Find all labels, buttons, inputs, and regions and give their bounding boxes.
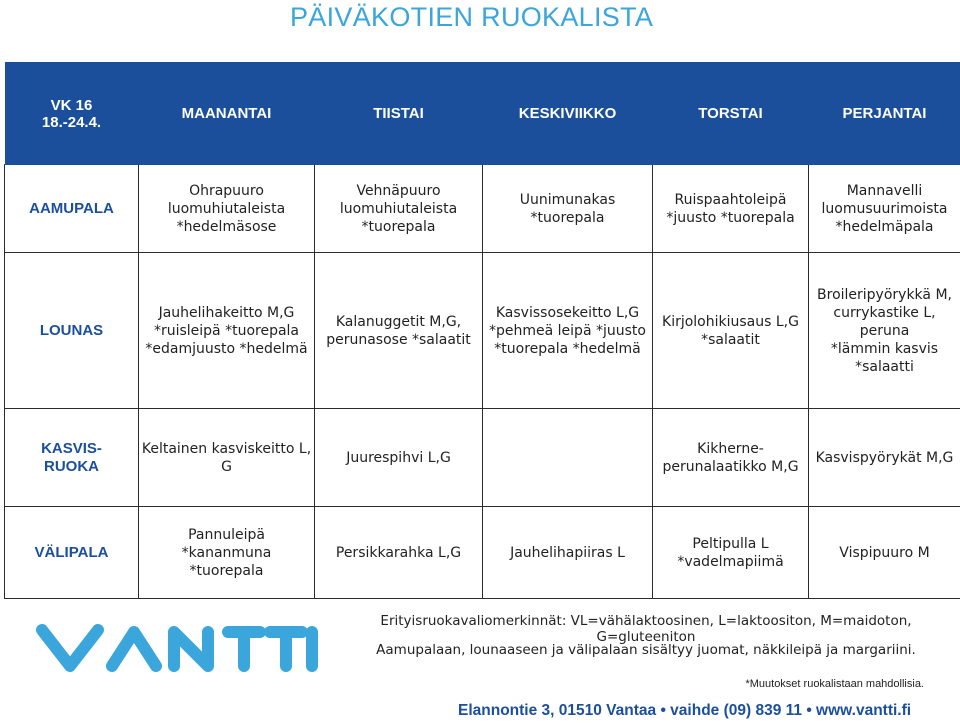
menu-cell-kasvisruoka-wednesday bbox=[483, 409, 653, 507]
menu-cell-valipala-tuesday bbox=[315, 507, 483, 599]
menu-cell-kasvisruoka-thursday bbox=[653, 409, 809, 507]
vantti-logo bbox=[30, 618, 320, 678]
menu-cell-aamupala-monday bbox=[139, 165, 315, 253]
menu-cell-lounas-thursday bbox=[653, 253, 809, 409]
menu-item-line: luomuhiutaleista bbox=[167, 200, 286, 217]
menu-item-line: currykastike L, peruna bbox=[833, 304, 936, 339]
menu-cell-lounas-wednesday bbox=[483, 253, 653, 409]
row-label-line: LOUNAS bbox=[39, 321, 104, 339]
menu-item-line: Juurespihvi L,G bbox=[346, 449, 451, 466]
included-items-note: Aamupalaan, lounaaseen ja välipalaan sisältyy juomat, näkkileipä ja margariini. bbox=[376, 642, 916, 658]
menu-cell-kasvisruoka-tuesday bbox=[315, 409, 483, 507]
day-header-thursday: TORSTAI bbox=[653, 63, 809, 165]
menu-item-line: luomuhiutaleista bbox=[339, 200, 458, 217]
menu-item-line: *hedelmäsose bbox=[176, 218, 277, 235]
menu-item-line: *tuorepala bbox=[361, 218, 436, 235]
page-title: PÄIVÄKOTIEN RUOKALISTA bbox=[290, 2, 654, 32]
menu-item-line: *edamjuusto *hedelmä bbox=[145, 340, 308, 357]
row-label-valipala bbox=[5, 507, 139, 599]
menu-cell-aamupala-thursday bbox=[653, 165, 809, 253]
menu-item-line: Ruispaahtoleipä bbox=[674, 191, 787, 208]
menu-row-aamupala bbox=[5, 165, 960, 253]
menu-item-line: *salaatit bbox=[701, 331, 760, 348]
menu-cell-valipala-wednesday bbox=[483, 507, 653, 599]
menu-item-line: Uunimunakas *tuorepala bbox=[519, 191, 616, 226]
menu-item-line: *tuorepala *hedelmä bbox=[494, 340, 641, 357]
row-label-kasvisruoka bbox=[5, 409, 139, 507]
menu-item-line: *juusto *tuorepala bbox=[666, 209, 795, 226]
menu-row-kasvisruoka bbox=[5, 409, 960, 507]
menu-item-line: *lämmin kasvis bbox=[830, 340, 939, 357]
week-header bbox=[5, 63, 139, 165]
special-diets-note: Erityisruokavaliomerkinnät: VL=vähälaktoosinen, L=laktoositon, M=maidoton, G=gluteeniton bbox=[380, 613, 912, 645]
menu-item-line: *ruisleipä *tuorepala bbox=[153, 322, 300, 339]
menu-item-line: *hedelmäpala bbox=[835, 218, 934, 235]
contact-info: Elannontie 3, 01510 Vantaa • vaihde (09) 839 11 • www.vantti.fi bbox=[430, 698, 960, 723]
menu-item-line: Mannavelli bbox=[846, 182, 923, 199]
menu-cell-lounas-friday bbox=[809, 253, 960, 409]
day-header-tuesday: TIISTAI bbox=[315, 63, 483, 165]
menu-item-line: Jauhelihapiiras L bbox=[510, 544, 625, 561]
menu-item-line: luomusuurimoista bbox=[821, 200, 948, 217]
menu-cell-valipala-friday bbox=[809, 507, 960, 599]
row-label-aamupala bbox=[5, 165, 139, 253]
day-header-wednesday: KESKIVIIKKO bbox=[483, 63, 653, 165]
vantti-logo-icon bbox=[42, 630, 312, 666]
menu-item-line: Persikkarahka L,G bbox=[335, 544, 462, 561]
week-dates: 18.-24.4. bbox=[41, 113, 102, 131]
menu-item-line: perunalaatikko M,G bbox=[662, 458, 799, 475]
menu-item-line: Peltipulla L bbox=[692, 535, 769, 552]
menu-item-line: *vadelmapiimä bbox=[677, 553, 784, 570]
menu-cell-aamupala-tuesday bbox=[315, 165, 483, 253]
row-label-line: RUOKA bbox=[44, 457, 99, 475]
menu-cell-kasvisruoka-friday bbox=[809, 409, 960, 507]
menu-cell-lounas-monday bbox=[139, 253, 315, 409]
menu-item-line: Vehnäpuuro bbox=[356, 182, 441, 199]
menu-item-line: Ohrapuuro bbox=[189, 182, 264, 199]
menu-cell-valipala-thursday bbox=[653, 507, 809, 599]
menu-item-line: Kikherne- bbox=[697, 440, 764, 457]
menu-cell-kasvisruoka-monday bbox=[139, 409, 315, 507]
menu-item-line: perunasose *salaatit bbox=[326, 331, 471, 348]
menu-cell-lounas-tuesday bbox=[315, 253, 483, 409]
menu-row-valipala bbox=[5, 507, 960, 599]
menu-item-line: Kalanuggetit M,G, bbox=[335, 313, 462, 330]
row-label-line: KASVIS- bbox=[41, 439, 102, 457]
menu-item-line: *pehmeä leipä *juusto bbox=[489, 322, 646, 339]
menu-cell-aamupala-wednesday bbox=[483, 165, 653, 253]
week-number: VK 16 bbox=[50, 96, 93, 114]
changes-note: *Muutokset ruokalistaan mahdollisia. bbox=[745, 678, 924, 690]
menu-item-line: Jauhelihakeitto M,G bbox=[158, 304, 295, 321]
menu-item-line: *salaatti bbox=[855, 358, 914, 375]
day-header-friday: PERJANTAI bbox=[809, 63, 960, 165]
row-label-lounas bbox=[5, 253, 139, 409]
menu-item-line: Kirjolohikiusaus L,G bbox=[662, 313, 799, 330]
menu-item-line: Kasvissosekeitto L,G bbox=[495, 304, 640, 321]
menu-cell-aamupala-friday bbox=[809, 165, 960, 253]
menu-table bbox=[4, 62, 960, 599]
menu-item-line: *tuorepala bbox=[189, 562, 264, 579]
menu-item-line: Pannuleipä *kananmuna bbox=[181, 526, 272, 561]
menu-row-lounas bbox=[5, 253, 960, 409]
menu-item-line: Broileripyörykkä M, bbox=[817, 286, 952, 303]
row-label-line: VÄLIPALA bbox=[34, 543, 109, 561]
menu-item-line: Vispipuuro M bbox=[839, 544, 930, 561]
menu-item-line: Kasvispyörykät M,G bbox=[815, 449, 954, 466]
menu-cell-valipala-monday bbox=[139, 507, 315, 599]
header-row bbox=[5, 63, 960, 165]
day-header-monday: MAANANTAI bbox=[139, 63, 315, 165]
row-label-line: AAMUPALA bbox=[29, 199, 114, 217]
menu-item-line: Keltainen kasviskeitto L, G bbox=[141, 440, 312, 475]
